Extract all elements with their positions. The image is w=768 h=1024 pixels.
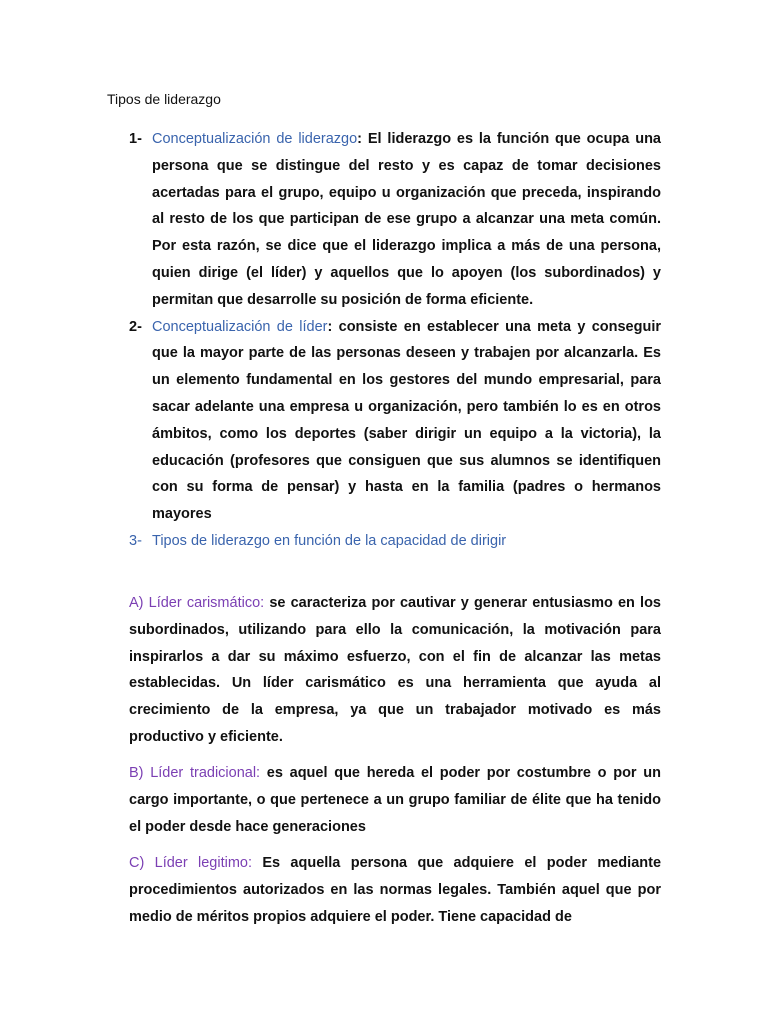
item-separator: : (357, 131, 368, 147)
document-title: Tipos de liderazgo (107, 91, 221, 107)
section-text: se caracteriza por cautivar y generar entusiasmo en los subordinados, utilizando para ello la comunicación, la motivación para inspirarlos a dar su máximo esfuerzo, con el fin de alcanzar las metas establecidas. Un líder carismático es una herramienta que ayuda al crecimiento de la empresa, ya que un trabajador motivado es más productivo y eficiente. (129, 595, 662, 745)
section-legitimo (129, 850, 661, 930)
list-item (129, 314, 661, 528)
item-heading: Conceptualización de liderazgo (152, 131, 358, 147)
list-number: 2- (129, 318, 142, 335)
section-text: es aquel que hereda el poder por costumbre o por un cargo importante, o que pertenece a un grupo familiar de élite que ha tenido el poder desde hace generaciones (129, 765, 661, 835)
list-item (129, 126, 661, 314)
section-tradicional (129, 760, 661, 840)
section-label: C) Líder legitimo: (129, 855, 253, 871)
item-heading: Tipos de liderazgo en función de la capacidad de dirigir (152, 532, 507, 549)
section-label: B) Líder tradicional: (129, 765, 261, 781)
list-item-body (152, 126, 661, 314)
section-text: Es aquella persona que adquiere el poder mediante procedimientos autorizados en las normas legales. También aquel que por medio de méritos propios adquiere el poder. Tiene capacidad de (129, 855, 662, 925)
item-text: consiste en establecer una meta y conseguir que la mayor parte de las personas deseen y trabajen por alcanzarla. Es un elemento fundamental en los gestores del mundo empresarial, para sacar adelante una empresa u organización, pero también lo es en otros ámbitos, como los deportes (saber dirigir un equipo a la victoria), la educación (profesores que consiguen que sus alumnos se identifiquen con su forma de pensar) y hasta en la familia (padres o hermanos mayores (152, 318, 662, 523)
section-label: A) Líder carismático: (129, 595, 265, 611)
list-number: 1- (129, 131, 142, 147)
list-item-body (152, 528, 661, 555)
list-item (129, 528, 661, 555)
section-carismatico (129, 590, 661, 751)
item-text: El liderazgo es la función que ocupa una persona que se distingue del resto y es capaz de tomar decisiones acertadas para el grupo, equipo u organización que preceda, inspirando al resto de los que participan de ese grupo a alcanzar una meta común. Por esta razón, se dice que el liderazgo implica a más de una persona, quien dirige (el líder) y aquellos que lo apoyen (los subordinados) y permitan que desarrolle su posición de forma eficiente. (152, 131, 661, 308)
numbered-list (129, 126, 661, 555)
item-heading: Conceptualización de líder (152, 318, 328, 335)
list-item-body (152, 314, 661, 528)
list-number: 3- (129, 532, 142, 549)
item-separator: : (327, 318, 339, 335)
